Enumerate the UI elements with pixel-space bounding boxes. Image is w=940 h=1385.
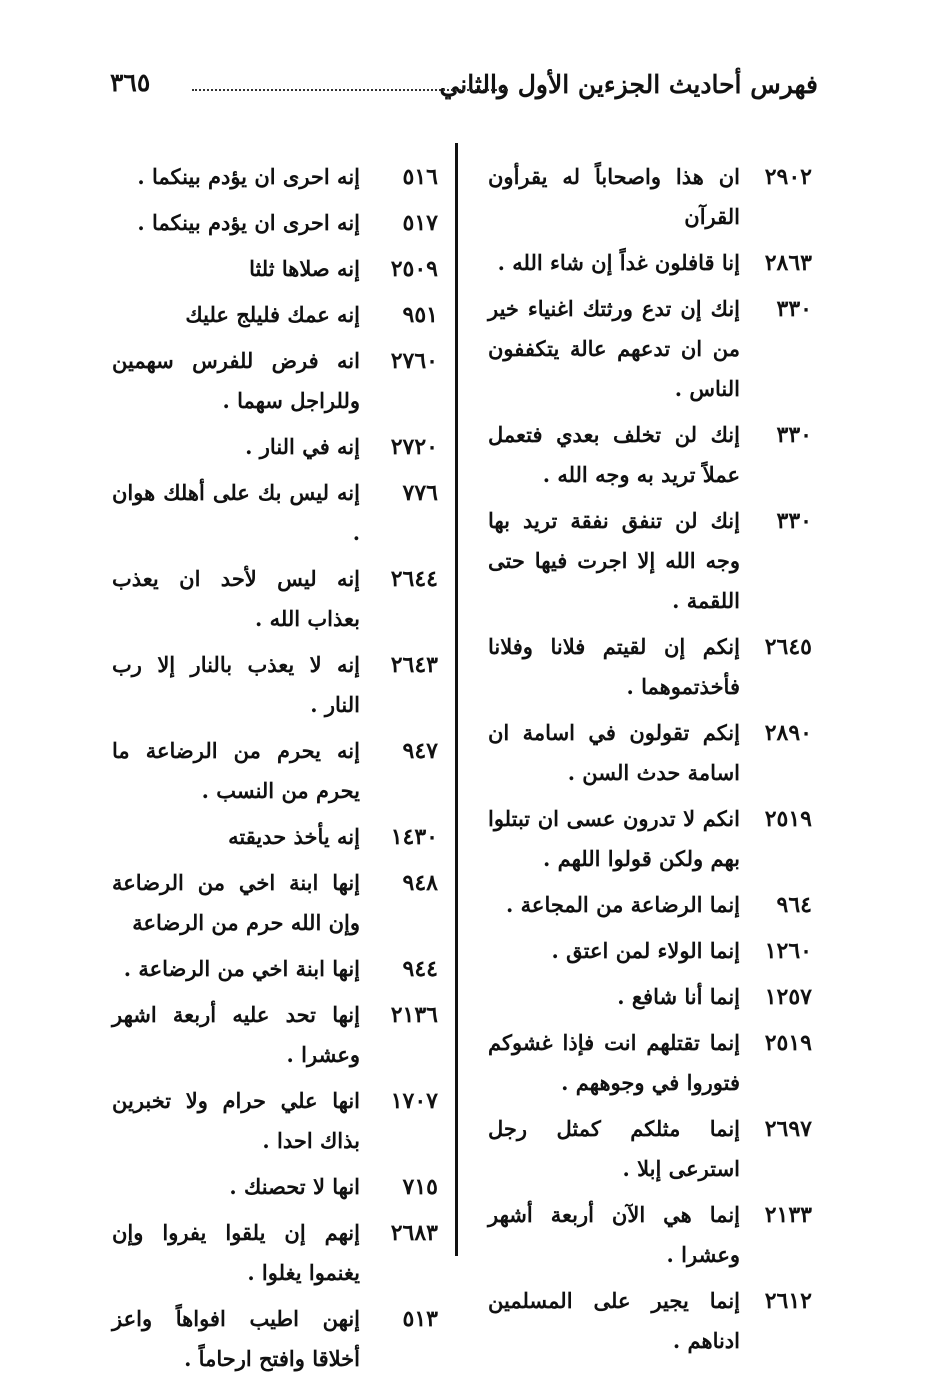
entry-hadith-text: ان هذا واصحاباً له يقرأون القرآن: [488, 164, 740, 229]
entry-hadith-number: ٥١٣: [402, 1306, 438, 1332]
index-entry: [488, 501, 820, 621]
entry-hadith-text: إنما أنا شافع .: [617, 984, 740, 1009]
index-entry: [112, 473, 446, 553]
index-entry: [112, 995, 446, 1075]
index-entry: [112, 427, 446, 467]
index-entry: [112, 1299, 446, 1379]
entry-hadith-text: إنه ليس بك على أهلك هوان .: [112, 480, 360, 545]
entry-hadith-number: ٢٦٨٣: [390, 1220, 438, 1246]
entry-hadith-text: إنك لن تنفق نفقة تريد بها وجه الله إلا اجرت فيها حتى اللقمة .: [488, 508, 740, 613]
index-entry: [112, 203, 446, 243]
entry-hadith-text: إنك إن تدع ورثتك اغنياء خير من ان تدعهم عالة يتكففون الناس .: [488, 296, 740, 401]
entry-hadith-number: ٣٣٠: [776, 508, 812, 534]
entry-hadith-number: ٢٦١٢: [764, 1288, 812, 1314]
index-entry: [488, 157, 820, 237]
index-entry: [112, 949, 446, 989]
entry-hadith-text: إنكم تقولون في اسامة ان اسامة حدث السن .: [488, 720, 740, 785]
entry-hadith-text: إنما مثلكم كمثل رجل استرعى إبلا .: [488, 1116, 740, 1181]
entry-hadith-number: ١٢٥٧: [764, 984, 812, 1010]
page-number: ٣٦٥: [110, 68, 151, 97]
index-entry: [112, 817, 446, 857]
index-entry: [112, 645, 446, 725]
entry-hadith-text: إنه لا يعذب بالنار إلا رب النار .: [112, 652, 360, 717]
entry-hadith-number: ٧١٥: [402, 1174, 438, 1200]
entry-hadith-text: انكم لا تدرون عسى ان تبتلوا بهم ولكن قولوا اللهم .: [488, 806, 740, 871]
index-entry: [488, 289, 820, 409]
entry-hadith-number: ٣٣٠: [776, 422, 812, 448]
entry-hadith-number: ٢٦٩٧: [764, 1116, 812, 1142]
column-divider: [455, 143, 458, 1256]
entry-hadith-number: ٢٦٤٥: [764, 634, 812, 660]
index-entry: [488, 977, 820, 1017]
entry-hadith-number: ٢٨٦٣: [764, 250, 812, 276]
entry-hadith-text: إنما الرضاعة من المجاعة .: [506, 892, 740, 917]
entry-hadith-text: إنهم إن يلقوا يفروا وإن يغنموا يغلوا .: [112, 1220, 360, 1285]
header-leader-dots: [192, 89, 508, 91]
index-entry: [488, 1195, 820, 1275]
entry-hadith-text: إنكم إن لقيتم فلانا وفلانا فأخذتموهما .: [488, 634, 740, 699]
entry-hadith-number: ٢٨٩٠: [764, 720, 812, 746]
entry-hadith-text: إنه ليس لأحد ان يعذب بعذاب الله .: [112, 566, 360, 631]
running-title: فهرس أحاديث الجزءين الأول والثاني: [439, 70, 818, 99]
entry-hadith-text: إنه يحرم من الرضاعة ما يحرم من النسب .: [112, 738, 360, 803]
index-entry: [488, 931, 820, 971]
index-entry: [488, 1109, 820, 1189]
entry-hadith-text: إنهن اطيب افواهاً واعز أخلاقا وافتح ارحاماً .: [112, 1306, 360, 1371]
entry-hadith-number: ٢٥١٩: [764, 806, 812, 832]
index-entry: [488, 799, 820, 879]
entry-hadith-number: ٥١٦: [402, 164, 438, 190]
index-entry: [112, 1081, 446, 1161]
index-entry: [488, 243, 820, 283]
entry-hadith-text: إنه عمك فليلج عليك: [185, 302, 360, 327]
entry-hadith-number: ٢٦٤٤: [390, 566, 438, 592]
entry-hadith-text: انها علي حرام ولا تخبرين بذاك احدا .: [112, 1088, 360, 1153]
index-entry: [488, 1281, 820, 1361]
index-entry: [112, 1167, 446, 1207]
entry-hadith-text: إنه في النار .: [245, 434, 360, 459]
entry-hadith-number: ٩٤٧: [402, 738, 438, 764]
index-entry: [112, 341, 446, 421]
index-entry: [112, 157, 446, 197]
entry-hadith-text: إنها ابنة اخي من الرضاعة .: [123, 956, 360, 981]
page-header: [110, 62, 818, 110]
entry-hadith-number: ٢٦٤٣: [390, 652, 438, 678]
index-entry: [488, 713, 820, 793]
index-entry: [112, 295, 446, 335]
entry-hadith-text: إنه يأخذ حديقته: [228, 824, 360, 849]
entry-hadith-number: ٩٦٤: [776, 892, 812, 918]
entry-hadith-number: ٩٤٨: [402, 870, 438, 896]
entry-hadith-text: انه فرض للفرس سهمين وللراجل سهما .: [112, 348, 360, 413]
entry-hadith-number: ٢٧٦٠: [390, 348, 438, 374]
index-entry: [488, 885, 820, 925]
entry-hadith-text: إنا قافلون غداً إن شاء الله .: [497, 250, 740, 275]
right-column: [488, 157, 820, 1367]
index-entry: [112, 731, 446, 811]
entry-hadith-number: ٩٥١: [402, 302, 438, 328]
entry-hadith-text: إنما يجير على المسلمين ادناهم .: [488, 1288, 740, 1353]
index-entry: [112, 249, 446, 289]
entry-hadith-text: إنك لن تخلف بعدي فتعمل عملاً تريد به وجه الله .: [488, 422, 740, 487]
entry-hadith-number: ٢٥١٩: [764, 1030, 812, 1056]
entry-hadith-text: إنه احرى ان يؤدم بينكما .: [137, 210, 360, 235]
entry-hadith-number: ٥١٧: [402, 210, 438, 236]
index-entry: [488, 627, 820, 707]
entry-hadith-number: ٧٧٦: [402, 480, 438, 506]
entry-hadith-number: ٢٧٢٠: [390, 434, 438, 460]
index-entry: [488, 1023, 820, 1103]
entry-hadith-number: ٣٣٠: [776, 296, 812, 322]
entry-hadith-number: ٢١٣٦: [390, 1002, 438, 1028]
entry-hadith-text: إنها تحد عليه أربعة اشهر وعشرا .: [112, 1002, 360, 1067]
entry-hadith-number: ١٧٠٧: [390, 1088, 438, 1114]
entry-hadith-text: إنه احرى ان يؤدم بينكما .: [137, 164, 360, 189]
entry-hadith-text: إنه صلاها ثلثا: [249, 256, 360, 281]
entry-hadith-number: ١٤٣٠: [390, 824, 438, 850]
entry-hadith-text: إنما تقتلهم انت فإذا غشوكم فتوروا في وجوههم .: [488, 1030, 740, 1095]
index-entry: [112, 1213, 446, 1293]
entry-hadith-text: إنها ابنة اخي من الرضاعة وإن الله حرم من الرضاعة: [112, 870, 360, 935]
entry-hadith-number: ٩٤٤: [402, 956, 438, 982]
entry-hadith-text: انها لا تحصنك .: [229, 1174, 360, 1199]
index-entry: [488, 415, 820, 495]
entry-hadith-number: ٢٩٠٢: [764, 164, 812, 190]
entry-hadith-number: ١٢٦٠: [764, 938, 812, 964]
entry-hadith-text: إنما هي الآن أربعة أشهر وعشرا .: [488, 1202, 740, 1267]
left-column: [112, 157, 446, 1385]
entry-hadith-text: إنما الولاء لمن اعتق .: [551, 938, 740, 963]
entry-hadith-number: ٢١٣٣: [764, 1202, 812, 1228]
entry-hadith-number: ٢٥٠٩: [390, 256, 438, 282]
index-entry: [112, 863, 446, 943]
index-entry: [112, 559, 446, 639]
